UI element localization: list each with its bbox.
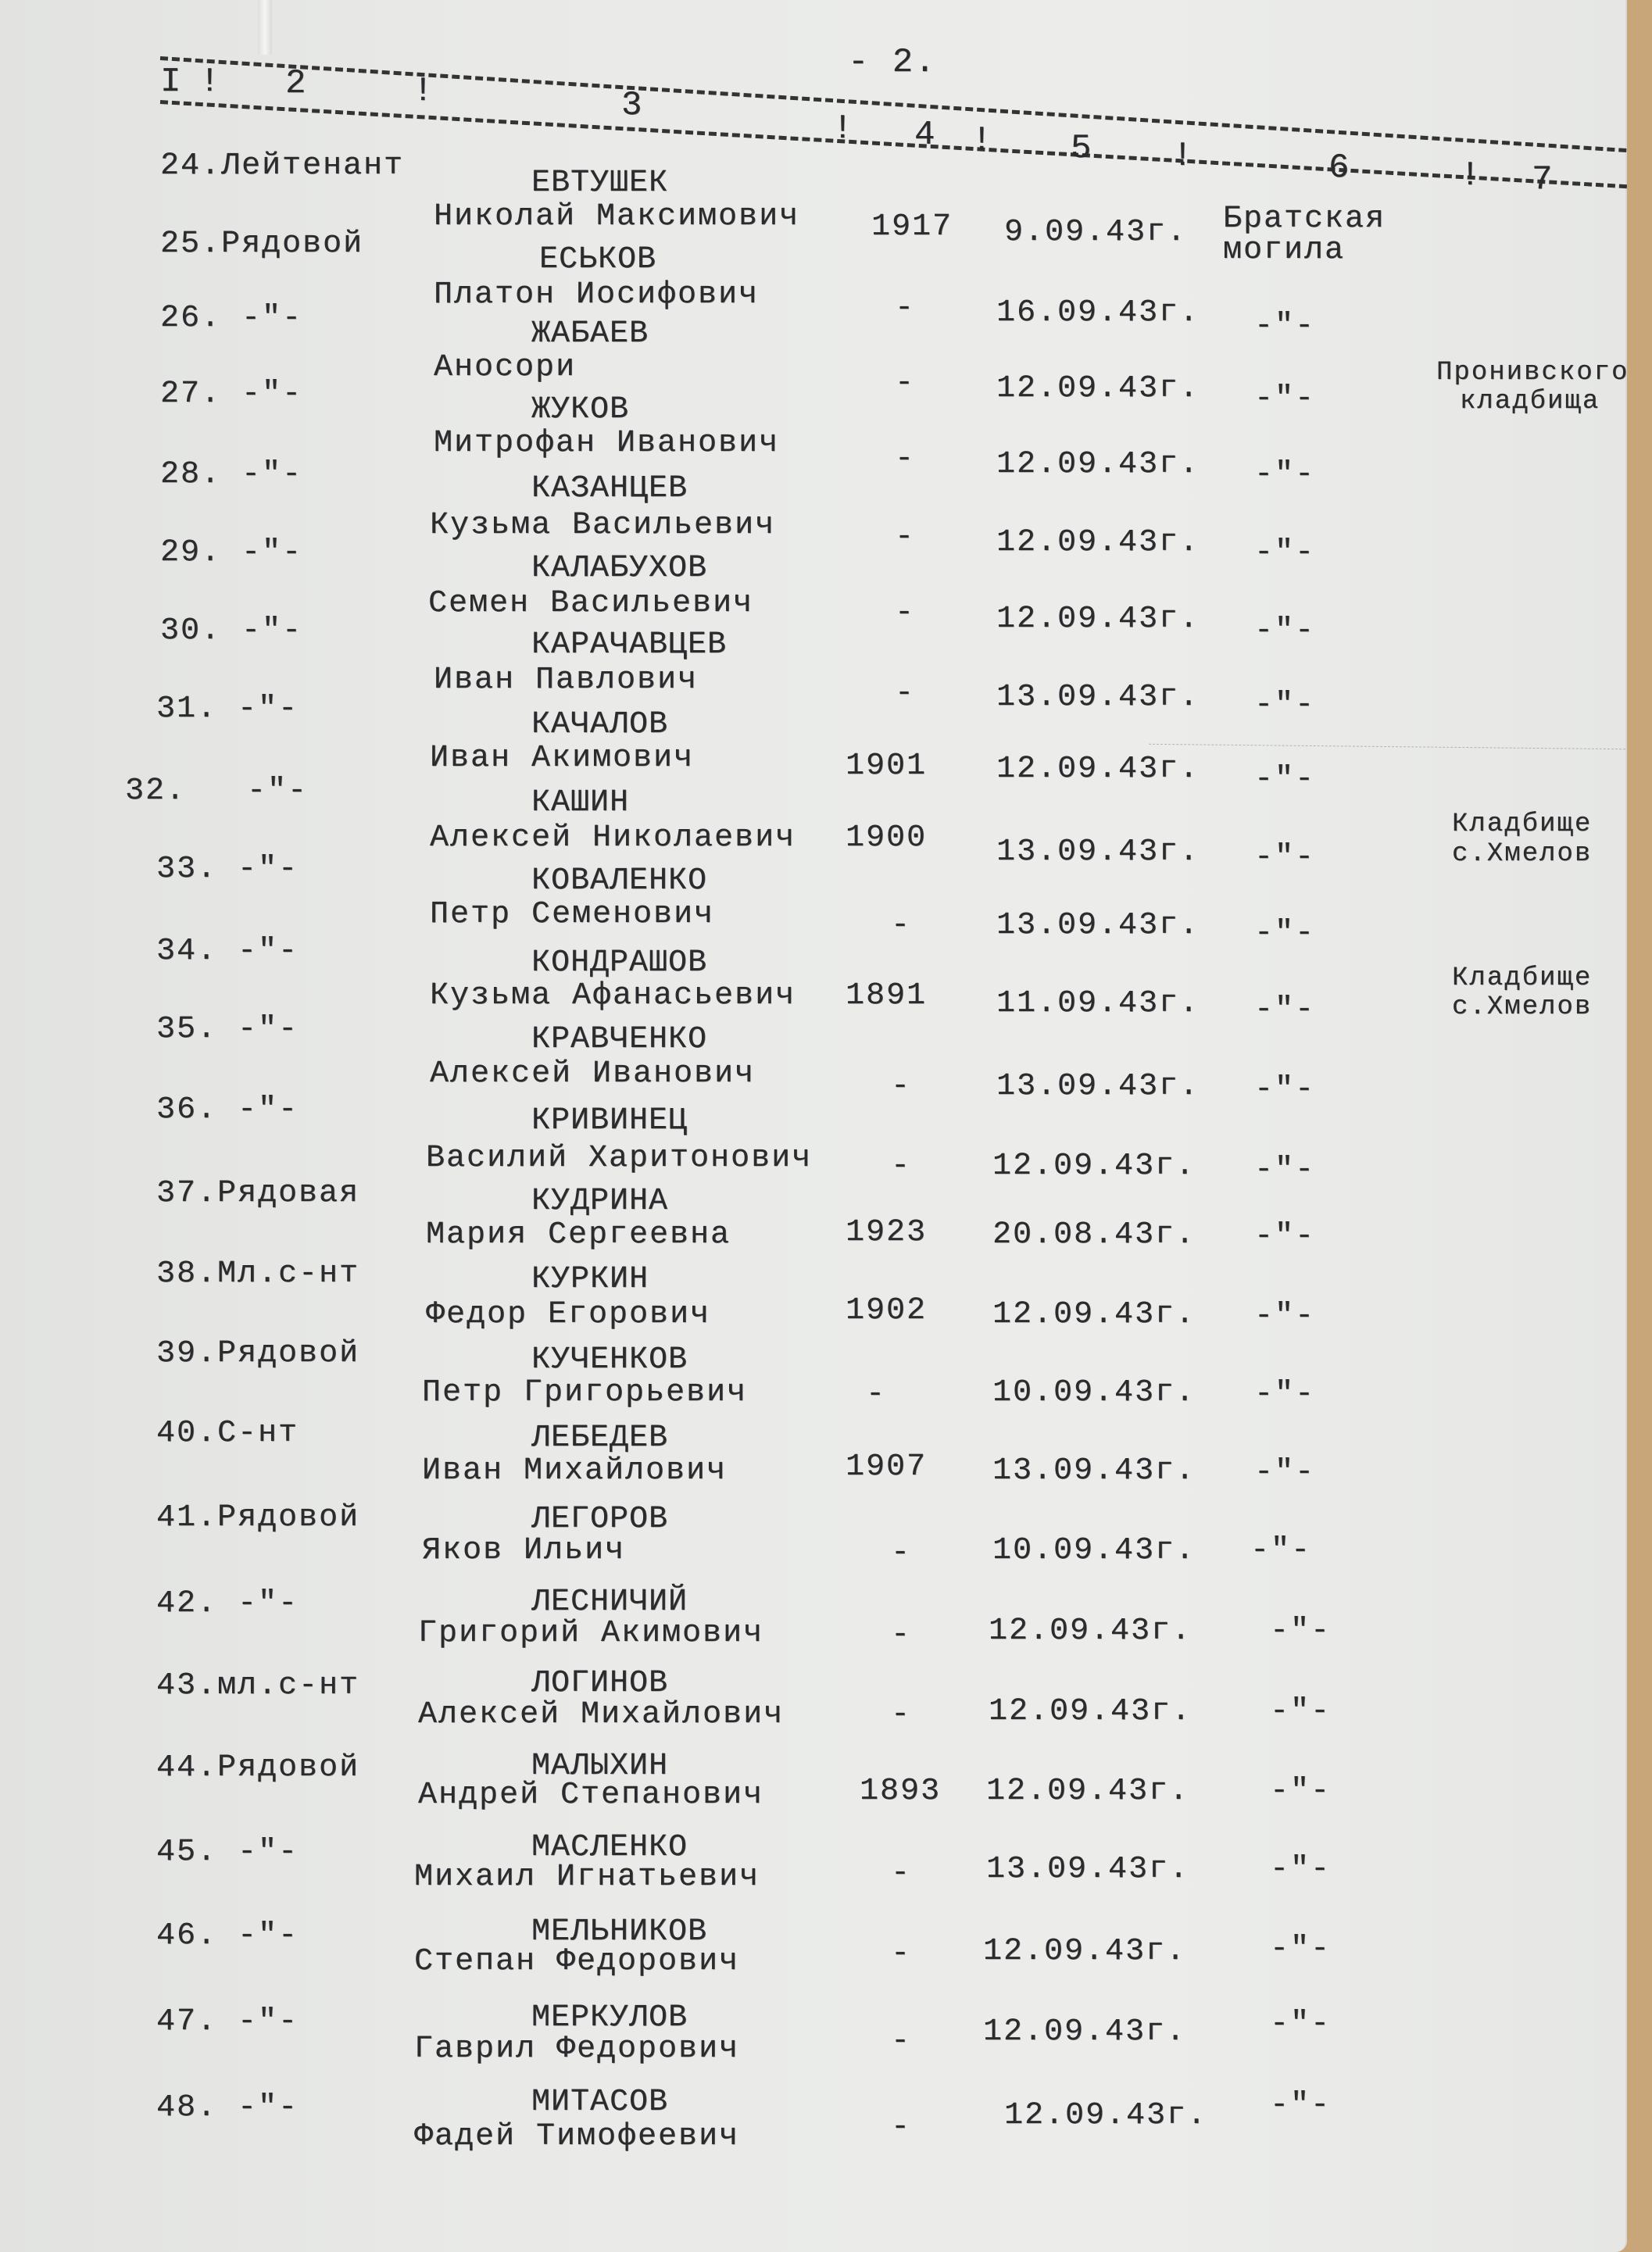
row-number: 44.	[156, 1750, 218, 1786]
row-rank: -"-	[241, 377, 303, 412]
row-burial: -"-	[1254, 1072, 1316, 1107]
row-surname: КАЛАБУХОВ	[531, 551, 708, 586]
row-given-name: Алексей Иванович	[430, 1056, 756, 1092]
row-burial: -"-	[1254, 1377, 1316, 1412]
row-burial: -"-	[1270, 1694, 1332, 1729]
row-death-date: 12.09.43г.	[983, 2014, 1187, 2050]
header-col-4: 4	[914, 116, 937, 155]
row-burial: -"-	[1250, 1533, 1312, 1568]
row-given-name: Григорий Акимович	[418, 1616, 764, 1651]
row-birth-year: 1917	[871, 209, 953, 245]
row-rank: -"-	[238, 1835, 299, 1870]
row-death-date: 12.09.43г.	[1004, 2098, 1208, 2133]
row-surname: МАСЛЕНКО	[531, 1830, 688, 1865]
row-note-line2: с.Хмелов	[1452, 839, 1593, 869]
row-rank: Рядовой	[221, 227, 364, 262]
row-given-name: Алексей Николаевич	[430, 820, 796, 856]
row-surname: МЕЛЬНИКОВ	[531, 1914, 708, 1950]
row-surname: КАЧАЛОВ	[531, 707, 669, 742]
header-col-7: 7	[1532, 160, 1554, 199]
row-rank: -"-	[241, 613, 303, 649]
row-number: 24.	[160, 148, 222, 184]
row-surname: ЛОГИНОВ	[531, 1666, 669, 1701]
row-burial: -"-	[1254, 840, 1316, 875]
row-given-name: Мария Сергеевна	[426, 1217, 731, 1253]
row-rank: -"-	[238, 2004, 299, 2039]
header-sep: !	[199, 63, 222, 102]
row-number: 29.	[160, 535, 222, 570]
row-number: 31.	[156, 692, 218, 727]
row-birth-year: -	[866, 1377, 887, 1412]
row-given-name: Митрофан Иванович	[434, 426, 780, 461]
row-death-date: 13.09.43г.	[996, 680, 1200, 715]
header-col-6: 6	[1328, 148, 1351, 188]
row-rank: -"-	[238, 1586, 299, 1621]
row-burial: -"-	[1254, 309, 1316, 344]
row-burial: -"-	[1254, 916, 1316, 951]
row-given-name: Петр Семенович	[430, 897, 715, 932]
header-sep: !	[1172, 137, 1195, 176]
row-birth-year: -	[891, 1697, 912, 1732]
row-rank: -"-	[238, 852, 299, 887]
row-death-date: 10.09.43г.	[992, 1533, 1196, 1568]
row-death-date: 13.09.43г.	[986, 1852, 1190, 1887]
row-surname: КОНДРАШОВ	[531, 945, 708, 981]
paper-fold	[258, 0, 272, 55]
row-death-date: 12.09.43г.	[989, 1614, 1193, 1649]
header-col-1: I	[160, 63, 183, 102]
row-burial: -"-	[1270, 1614, 1332, 1649]
row-rank: -"-	[238, 1012, 299, 1047]
row-number: 40.	[156, 1416, 218, 1451]
row-death-date: 13.09.43г.	[996, 1069, 1200, 1104]
row-rank: Рядовая	[217, 1176, 360, 1211]
row-birth-year: 1901	[846, 749, 928, 784]
row-rank: -"-	[238, 692, 299, 727]
row-given-name: Петр Григорьевич	[422, 1375, 748, 1410]
row-burial: -"-	[1254, 457, 1316, 492]
row-note-line1: Кладбище	[1452, 810, 1593, 839]
row-given-name: Яков Ильич	[422, 1533, 626, 1568]
row-burial: -"-	[1254, 1299, 1316, 1334]
row-birth-year: -	[891, 1936, 912, 1971]
row-number: 38.	[156, 1256, 218, 1292]
row-burial: -"-	[1254, 1219, 1316, 1254]
row-death-date: 13.09.43г.	[996, 908, 1200, 943]
header-sep: !	[971, 121, 994, 160]
row-birth-year: -	[895, 595, 916, 631]
row-death-date: 10.09.43г.	[992, 1375, 1196, 1410]
row-number: 26.	[160, 301, 222, 336]
row-rank: Рядовой	[217, 1336, 360, 1371]
row-surname: КАРАЧАВЦЕВ	[531, 627, 728, 663]
row-given-name: Иван Михайлович	[422, 1453, 728, 1489]
row-burial: -"-	[1254, 762, 1316, 797]
row-birth-year: -	[891, 2024, 912, 2059]
row-surname: МАЛЫХИН	[531, 1749, 669, 1784]
row-surname: КАЗАНЦЕВ	[531, 471, 688, 506]
row-number: 48.	[156, 2090, 218, 2125]
row-number: 25.	[160, 227, 222, 262]
row-rank: -"-	[238, 1092, 299, 1128]
row-surname: ЖАБАЕВ	[531, 316, 649, 352]
row-number: 43.	[156, 1668, 218, 1703]
row-number: 33.	[156, 852, 218, 887]
row-birth-year: 1893	[860, 1774, 942, 1809]
row-note-line2: кладбища	[1460, 387, 1600, 416]
row-rank: Рядовой	[217, 1500, 360, 1535]
row-given-name: Кузьма Афанасьевич	[430, 978, 796, 1013]
row-death-date: 12.09.43г.	[996, 447, 1200, 482]
row-birth-year: -	[891, 1149, 912, 1184]
row-burial: -"-	[1254, 535, 1316, 570]
row-surname: ЕВТУШЕК	[531, 166, 669, 201]
row-birth-year: -	[891, 908, 912, 943]
row-rank: Мл.с-нт	[217, 1256, 360, 1292]
row-note-line1: Кладбище	[1452, 963, 1593, 993]
row-death-date: 12.09.43г.	[989, 1694, 1193, 1729]
header-sep: !	[1460, 156, 1482, 195]
row-surname: КРИВИНЕЦ	[531, 1103, 688, 1139]
row-birth-year: 1907	[846, 1450, 928, 1485]
row-burial: -"-	[1270, 1932, 1332, 1967]
row-number: 28.	[160, 457, 222, 492]
row-rank: -"-	[238, 2090, 299, 2125]
row-death-date: 9.09.43г.	[1004, 215, 1188, 250]
row-surname: ЛЕГОРОВ	[531, 1502, 669, 1537]
row-burial: -"-	[1254, 992, 1316, 1028]
row-rank: Рядовой	[217, 1750, 360, 1786]
row-given-name: Фадей Тимофеевич	[414, 2119, 740, 2154]
row-number: 35.	[156, 1012, 218, 1047]
row-given-name: Иван Павлович	[434, 663, 699, 698]
row-birth-year: -	[895, 441, 916, 477]
row-given-name: Аносори	[434, 350, 577, 385]
row-given-name: Семен Васильевич	[428, 586, 754, 621]
row-birth-year: 1902	[846, 1293, 928, 1328]
row-death-date: 12.09.43г.	[986, 1774, 1190, 1809]
row-birth-year: 1891	[846, 978, 928, 1013]
row-death-date: 12.09.43г.	[996, 752, 1200, 787]
row-rank: -"-	[241, 535, 303, 570]
row-surname: КОВАЛЕНКО	[531, 863, 708, 899]
row-given-name: Кузьма Васильевич	[430, 508, 776, 543]
row-number: 27.	[160, 377, 222, 412]
row-burial: -"-	[1254, 688, 1316, 723]
row-number: 46.	[156, 1918, 218, 1954]
row-death-date: 13.09.43г.	[992, 1453, 1196, 1489]
row-death-date: 12.09.43г.	[983, 1934, 1187, 1969]
row-number: 37.	[156, 1176, 218, 1211]
row-birth-year: -	[891, 1069, 912, 1104]
row-rank: -"-	[241, 457, 303, 492]
header-col-2: 2	[285, 64, 308, 103]
row-given-name: Гаврил Федорович	[414, 2032, 740, 2067]
row-surname: МИТАСОВ	[531, 2085, 669, 2120]
row-death-date: 11.09.43г.	[996, 986, 1200, 1021]
row-rank: С-нт	[217, 1416, 299, 1451]
header-sep: !	[413, 72, 435, 111]
row-number: 42.	[156, 1586, 218, 1621]
scratch-mark	[1149, 744, 1625, 749]
row-surname: КУЧЕНКОВ	[531, 1342, 688, 1378]
row-given-name: Михаил Игнатьевич	[414, 1860, 760, 1895]
row-number: 39.	[156, 1336, 218, 1371]
row-given-name: Алексей Михайлович	[418, 1697, 785, 1732]
row-rank: -"-	[247, 774, 309, 809]
row-number: 41.	[156, 1500, 218, 1535]
row-burial: -"-	[1254, 613, 1316, 649]
row-number: 32.	[125, 774, 187, 809]
row-given-name: Платон Иосифович	[434, 277, 760, 313]
row-given-name: Иван Акимович	[430, 741, 695, 776]
row-burial: -"-	[1270, 1852, 1332, 1887]
row-note-line1: Пронивского	[1436, 358, 1629, 388]
row-given-name: Федор Егорович	[426, 1297, 711, 1332]
row-birth-year: -	[891, 2110, 912, 2145]
row-death-date: 16.09.43г.	[996, 295, 1200, 331]
row-rank: -"-	[238, 934, 299, 969]
row-note-line2: с.Хмелов	[1452, 992, 1593, 1022]
row-surname: КРАВЧЕНКО	[531, 1022, 708, 1057]
row-birth-year: -	[895, 520, 916, 555]
row-birth-year: 1923	[846, 1215, 928, 1250]
row-surname: ЕСЬКОВ	[539, 242, 657, 277]
row-birth-year: -	[891, 1535, 912, 1571]
row-number: 47.	[156, 2004, 218, 2039]
row-burial: -"-	[1254, 1455, 1316, 1490]
row-birth-year: -	[891, 1618, 912, 1653]
page-number: - 2.	[848, 43, 937, 82]
row-birth-year: 1900	[846, 820, 928, 856]
row-surname: ЛЕБЕДЕВ	[531, 1421, 669, 1456]
row-surname: КУРКИН	[531, 1262, 649, 1297]
row-number: 36.	[156, 1092, 218, 1128]
row-death-date: 12.09.43г.	[992, 1149, 1196, 1184]
row-surname: ЛЕСНИЧИЙ	[531, 1585, 688, 1620]
header-sep: !	[832, 109, 855, 148]
row-death-date: 12.09.43г.	[996, 525, 1200, 560]
row-rank: -"-	[241, 301, 303, 336]
row-burial-line1: Братская	[1223, 202, 1386, 237]
header-col-5: 5	[1071, 129, 1093, 168]
row-burial: -"-	[1270, 2088, 1332, 2123]
row-burial: -"-	[1254, 1153, 1316, 1188]
row-death-date: 12.09.43г.	[996, 602, 1200, 637]
row-death-date: 13.09.43г.	[996, 835, 1200, 870]
row-rank: Лейтенант	[221, 148, 405, 184]
row-number: 30.	[160, 613, 222, 649]
row-number: 45.	[156, 1835, 218, 1870]
header-col-3: 3	[621, 86, 644, 125]
row-given-name: Андрей Степанович	[418, 1778, 764, 1813]
row-birth-year: -	[895, 676, 916, 711]
row-burial-line2: могила	[1223, 233, 1346, 268]
row-burial: -"-	[1270, 2007, 1332, 2042]
row-number: 34.	[156, 934, 218, 969]
row-death-date: 12.09.43г.	[996, 371, 1200, 406]
row-surname: МЕРКУЛОВ	[531, 2000, 688, 2036]
row-rank: -"-	[238, 1918, 299, 1954]
row-burial: -"-	[1254, 381, 1316, 416]
row-death-date: 20.08.43г.	[992, 1217, 1196, 1253]
row-given-name: Василий Харитонович	[426, 1141, 813, 1176]
row-burial: -"-	[1270, 1774, 1332, 1809]
row-death-date: 12.09.43г.	[992, 1297, 1196, 1332]
row-surname: КАШИН	[531, 785, 630, 820]
row-birth-year: -	[891, 1856, 912, 1891]
row-birth-year: -	[895, 366, 916, 401]
row-surname: КУДРИНА	[531, 1184, 669, 1219]
row-birth-year: -	[895, 291, 916, 326]
row-surname: ЖУКОВ	[531, 392, 630, 427]
row-given-name: Степан Федорович	[414, 1944, 740, 1979]
row-rank: мл.с-нт	[217, 1668, 360, 1703]
row-given-name: Николай Максимович	[434, 199, 800, 234]
